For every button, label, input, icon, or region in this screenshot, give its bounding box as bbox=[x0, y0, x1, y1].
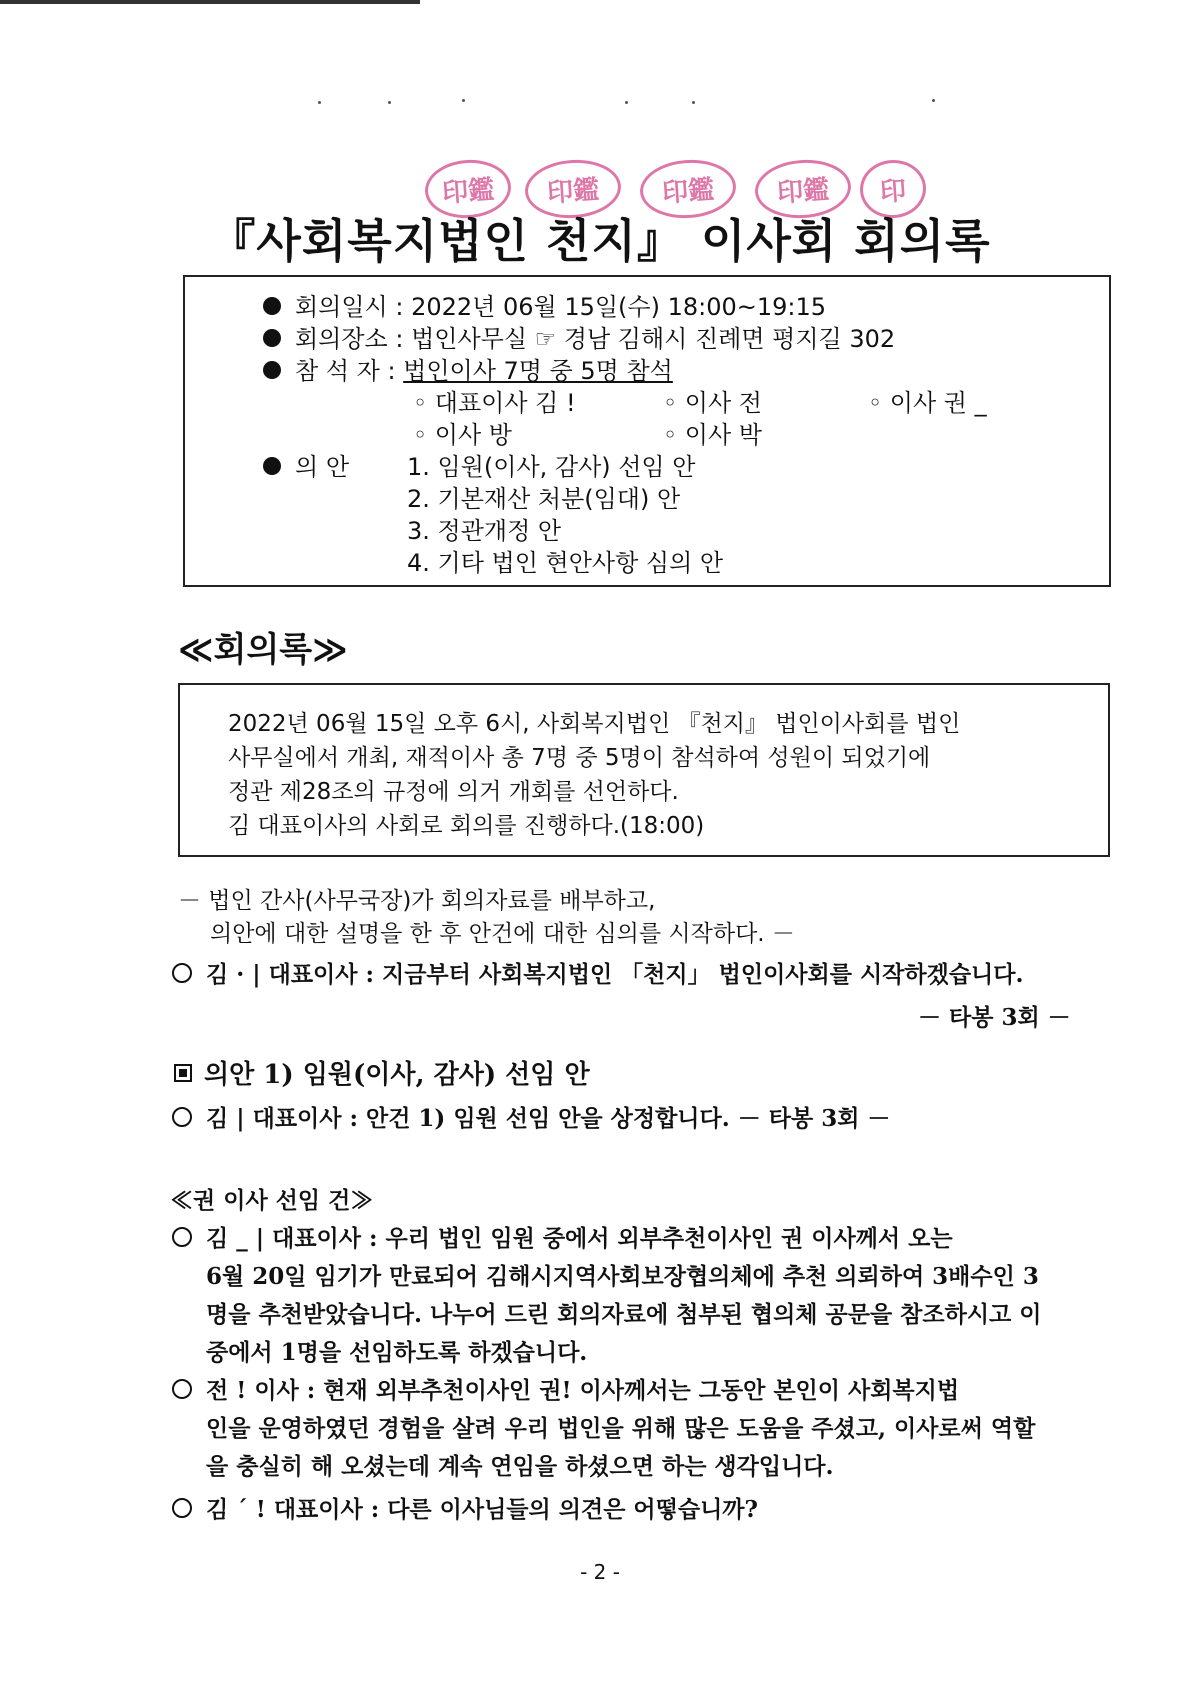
statement bbox=[172, 1220, 953, 1253]
meeting-place-value: 법인사무실 ☞ 경남 김해시 진례면 평지길 302 bbox=[411, 325, 896, 353]
agenda-label: 의 안 bbox=[295, 453, 349, 481]
document-title: 『사회복지법인 천지』 이사회 회의록 bbox=[209, 214, 991, 268]
scan-edge-line bbox=[0, 0, 420, 4]
statement-text: 김 ´ ! 대표이사 : 다른 이사님들의 의견은 어떻습니까? bbox=[206, 1496, 758, 1523]
circle-bullet-icon bbox=[172, 1107, 192, 1127]
seal-stamp: 印鑑 bbox=[753, 157, 853, 222]
circle-bullet-icon bbox=[172, 1227, 192, 1247]
statement-text: 김 | 대표이사 : 안건 1) 임원 선임 안을 상정합니다. － 타봉 3회 － bbox=[206, 1105, 891, 1132]
statement bbox=[172, 956, 1023, 989]
agenda-heading bbox=[174, 1054, 590, 1091]
opening-line: 정관 제28조의 규정에 의거 개회를 선언하다. bbox=[228, 779, 679, 805]
meeting-date-row: 회의일시 : 2022년 06월 15일(수) 18:00~19:15 bbox=[263, 287, 826, 322]
agenda-heading-text: 의안 1) 임원(이사, 감사) 선임 안 bbox=[204, 1060, 590, 1090]
statement-text: 김 _ | 대표이사 : 우리 법인 임원 중에서 외부추천이사인 권 이사께서 오는 bbox=[206, 1225, 953, 1252]
procedure-note: 의안에 대한 설명을 한 후 안건에 대한 심의를 시작하다. － bbox=[210, 921, 795, 947]
statement-text: 김 · | 대표이사 : 지금부터 사회복지법인 「천지」 법인이사회를 시작하겠습니다. bbox=[206, 961, 1024, 988]
seal-stamp: 印鑑 bbox=[523, 157, 623, 222]
statement-line: 명을 추천받았습니다. 나누어 드린 회의자료에 첨부된 협의체 공문을 참조하시고 이 bbox=[206, 1301, 1042, 1328]
attendees-summary: 법인이사 7명 중 5명 참석 bbox=[403, 357, 673, 385]
scan-speck bbox=[462, 99, 465, 102]
agenda-row bbox=[263, 447, 349, 482]
bullet-icon bbox=[263, 457, 281, 475]
opening-line: 김 대표이사의 사회로 회의를 진행하다.(18:00) bbox=[228, 813, 705, 839]
meeting-info-box bbox=[183, 275, 1111, 587]
meeting-date-label: 회의일시 bbox=[295, 293, 388, 321]
attendee-entry: ◦ 이사 방 bbox=[413, 421, 512, 449]
statement bbox=[172, 1100, 890, 1133]
meeting-place-row: 회의장소 : 법인사무실 ☞ 경남 김해시 진례면 평지길 302 bbox=[263, 319, 895, 354]
statement-line: 6월 20일 임기가 만료되어 김해시지역사회보장협의체에 추천 의뢰하여 3배수인 3 bbox=[206, 1263, 1039, 1290]
agenda-item: 1. 임원(이사, 감사) 선임 안 bbox=[407, 453, 696, 481]
opening-line: 2022년 06월 15일 오후 6시, 사회복지법인 『천지』 법인이사회를 법인 bbox=[228, 711, 961, 737]
square-bullet-icon bbox=[174, 1064, 192, 1082]
attendee-entry: ◦ 이사 권 _ bbox=[868, 389, 987, 417]
opening-line: 사무실에서 개최, 재적이사 총 7명 중 5명이 참석하여 성원이 되었기에 bbox=[228, 745, 931, 771]
agenda-item: 2. 기본재산 처분(임대) 안 bbox=[407, 485, 681, 513]
attendee-entry: ◦ 이사 전 bbox=[663, 389, 762, 417]
bullet-icon bbox=[263, 297, 281, 315]
statement bbox=[172, 1491, 758, 1524]
bullet-icon bbox=[263, 329, 281, 347]
scan-speck bbox=[692, 101, 695, 104]
attendee-entry: ◦ 이사 박 bbox=[663, 421, 762, 449]
attendee-entry: ◦ 대표이사 김 ! bbox=[413, 389, 576, 417]
circle-bullet-icon bbox=[172, 1379, 192, 1399]
scan-speck bbox=[625, 101, 628, 104]
seal-stamp: 印 bbox=[858, 158, 928, 220]
gavel-note: － 타봉 3회 － bbox=[918, 1004, 1071, 1031]
agenda-item: 3. 정관개정 안 bbox=[407, 517, 562, 545]
statement-line: 을 충실히 해 오셨는데 계속 연임을 하셨으면 하는 생각입니다. bbox=[206, 1453, 834, 1480]
page-number: - 2 - bbox=[580, 1560, 620, 1584]
sub-heading: ≪권 이사 선임 건≫ bbox=[170, 1187, 374, 1214]
statement-line: 인을 운영하였던 경험을 살려 우리 법인을 위해 많은 도움을 주셨고, 이사로써 역할 bbox=[206, 1415, 1036, 1442]
attendees-label: 참 석 자 bbox=[295, 357, 380, 385]
circle-bullet-icon bbox=[172, 1498, 192, 1518]
bullet-icon bbox=[263, 361, 281, 379]
opening-statement-box bbox=[178, 683, 1110, 857]
statement bbox=[172, 1372, 959, 1405]
meeting-place-label: 회의장소 bbox=[295, 325, 388, 353]
procedure-note: － 법인 간사(사무국장)가 회의자료를 배부하고, bbox=[178, 888, 656, 914]
minutes-heading: ≪회의록≫ bbox=[178, 630, 348, 670]
attendees-row: 참 석 자 : 법인이사 7명 중 5명 참석 bbox=[263, 351, 673, 386]
scan-speck bbox=[318, 101, 321, 104]
circle-bullet-icon bbox=[172, 963, 192, 983]
seal-stamp: 印鑑 bbox=[423, 157, 513, 221]
agenda-item: 4. 기타 법인 현안사항 심의 안 bbox=[407, 549, 724, 577]
scan-speck bbox=[388, 101, 391, 104]
statement-line: 중에서 1명을 선임하도록 하겠습니다. bbox=[206, 1339, 588, 1366]
scan-speck bbox=[932, 99, 935, 102]
meeting-date-value: 2022년 06월 15일(수) 18:00~19:15 bbox=[411, 293, 827, 321]
statement-text: 전 ! 이사 : 현재 외부추천이사인 권! 이사께서는 그동안 본인이 사회복지법 bbox=[206, 1377, 960, 1404]
seal-stamp: 印鑑 bbox=[638, 157, 738, 222]
